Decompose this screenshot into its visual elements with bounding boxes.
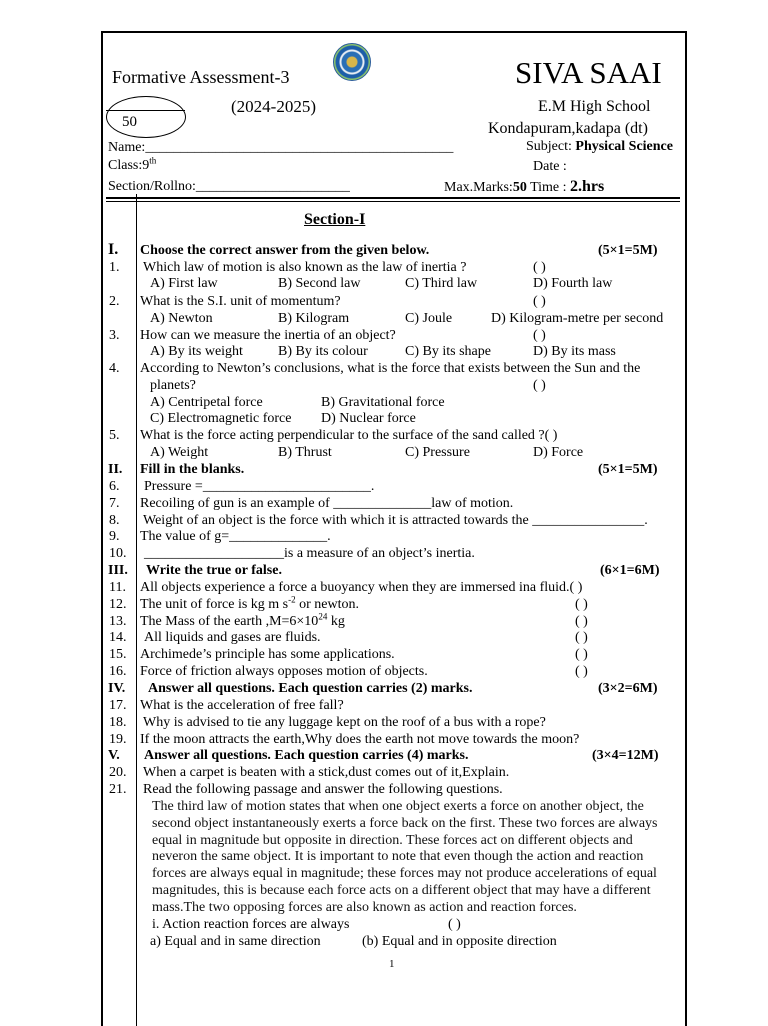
q4-number: 4. xyxy=(109,361,120,376)
q19-text: If the moon attracts the earth,Why does the earth not move towards the moon? xyxy=(140,732,580,747)
part2-marks: (5×1=5M) xyxy=(598,462,658,477)
part1-marks: (5×1=5M) xyxy=(598,243,658,258)
assessment-title: Formative Assessment-3 xyxy=(112,67,290,87)
q4-option-b: B) Gravitational force xyxy=(321,395,445,410)
q4-option-a: A) Centripetal force xyxy=(150,395,263,410)
time-label: Time : xyxy=(526,180,571,195)
name-line: ____________________________________________ xyxy=(145,140,454,155)
part5-marks: (3×4=12M) xyxy=(592,748,659,763)
q17-number: 17. xyxy=(109,698,127,713)
q4-option-c: C) Electromagnetic force xyxy=(150,411,292,426)
q10-text: ____________________is a measure of an object’s inertia. xyxy=(144,546,475,561)
q3-option-c: C) By its shape xyxy=(405,344,491,359)
q14-text: All liquids and gases are fluids. xyxy=(144,630,321,645)
q12-text-a: The unit of force is kg m s xyxy=(140,597,289,612)
q5-number: 5. xyxy=(109,428,120,443)
name-label: Name: xyxy=(108,140,146,155)
date-field[interactable]: Date : xyxy=(533,159,567,174)
margin-line xyxy=(136,194,137,1026)
q16-text: Force of friction always opposes motion of objects. xyxy=(140,664,428,679)
q13-number: 13. xyxy=(109,614,127,629)
q18-number: 18. xyxy=(109,715,127,730)
subject-label: Subject: xyxy=(526,139,572,154)
part1-heading: Choose the correct answer from the given below. xyxy=(140,243,430,258)
class-field xyxy=(108,155,157,174)
class-sup: th xyxy=(149,155,157,166)
q11-number: 11. xyxy=(109,580,126,595)
max-marks-label: Max.Marks: xyxy=(444,180,513,195)
class-label: Class:9 xyxy=(108,158,150,173)
part4-marks: (3×2=6M) xyxy=(598,681,658,696)
q13-text-a: The Mass of the earth ,M=6×10 xyxy=(140,614,319,629)
section-rollno-field[interactable] xyxy=(108,179,350,195)
q13-text xyxy=(140,611,345,630)
q10-number: 10. xyxy=(109,546,127,561)
q16-answer-paren[interactable]: ( ) xyxy=(575,664,588,679)
q2-option-a: A) Newton xyxy=(150,311,213,326)
q14-number: 14. xyxy=(109,630,127,645)
part5-number: V. xyxy=(108,748,120,763)
q8-number: 8. xyxy=(109,513,120,528)
name-field[interactable] xyxy=(108,140,453,156)
q9-text: The value of g=______________. xyxy=(140,529,331,544)
q7-number: 7. xyxy=(109,496,120,511)
part2-number: II. xyxy=(108,462,123,477)
q5-option-b: B) Thrust xyxy=(278,445,332,460)
q21-text: Read the following passage and answer the following questions. xyxy=(143,782,503,797)
q20-number: 20. xyxy=(109,765,127,780)
part2-heading: Fill in the blanks. xyxy=(140,462,245,477)
marks-time-field xyxy=(444,178,604,196)
section-title: Section-I xyxy=(304,211,366,228)
subject-field xyxy=(526,139,673,155)
q1-option-b: B) Second law xyxy=(278,276,361,291)
q4-answer-paren[interactable]: ( ) xyxy=(533,378,546,393)
school-name: SIVA SAAI xyxy=(515,55,662,90)
section-rollno-label: Section/Rollno: xyxy=(108,179,196,194)
q15-text: Archimede’s principle has some applications. xyxy=(140,647,395,662)
q3-answer-paren[interactable]: ( ) xyxy=(533,328,546,343)
q7-text: Recoiling of gun is an example of ______________law of motion. xyxy=(140,496,514,511)
q3-option-b: B) By its colour xyxy=(278,344,368,359)
q1-answer-paren[interactable]: ( ) xyxy=(533,260,546,275)
reading-passage: The third law of motion states that when one object exerts a force on another object, the second object instantaneously exerts a force back on the first. These two forces are always equal in magnitude but opposite in direction. These forces act on different objects and neveron the same object. It is important to note that even though the action and reaction forces are always equal in magnitude; these forces may not produce accelerations of equal magnitudes, this is because each force acts on a different object that may have a different mass.The two opposing forces are also known as action and reaction forces. xyxy=(152,799,658,915)
q4-option-d: D) Nuclear force xyxy=(321,411,416,426)
part3-marks: (6×1=6M) xyxy=(600,563,660,578)
q3-text: How can we measure the inertia of an object? xyxy=(140,328,396,343)
school-location: Kondapuram,kadapa (dt) xyxy=(488,120,648,137)
header-divider xyxy=(106,197,680,199)
max-marks-value: 50 xyxy=(512,180,527,195)
q1-option-c: C) Third law xyxy=(405,276,478,291)
q5-option-c: C) Pressure xyxy=(405,445,470,460)
page-number: 1 xyxy=(389,958,395,970)
q12-answer-paren[interactable]: ( ) xyxy=(575,597,588,612)
q17-text: What is the acceleration of free fall? xyxy=(140,698,344,713)
q2-number: 2. xyxy=(109,294,120,309)
q5-option-d: D) Force xyxy=(533,445,584,460)
q21-sub1-option-b: (b) Equal and in opposite direction xyxy=(362,934,557,949)
part3-heading: Write the true or false. xyxy=(146,563,282,578)
part3-number: III. xyxy=(108,563,128,578)
q1-text: Which law of motion is also known as the law of inertia ? xyxy=(143,260,467,275)
q1-number: 1. xyxy=(109,260,120,275)
total-marks-box: 50 xyxy=(122,114,137,130)
q15-number: 15. xyxy=(109,647,127,662)
q18-text: Why is advised to tie any luggage kept on the roof of a bus with a rope? xyxy=(143,715,546,730)
marks-oval xyxy=(106,96,186,138)
q15-answer-paren[interactable]: ( ) xyxy=(575,647,588,662)
part5-heading: Answer all questions. Each question carries (4) marks. xyxy=(144,748,469,763)
q21-sub1-answer-paren[interactable]: ( ) xyxy=(448,917,461,932)
q2-option-d: D) Kilogram-metre per second xyxy=(491,311,664,326)
school-logo-icon xyxy=(333,43,371,81)
section-rollno-line: ______________________ xyxy=(195,179,350,194)
q2-answer-paren[interactable]: ( ) xyxy=(533,294,546,309)
q4-text: According to Newton’s conclusions, what is the force that exists between the Sun and the xyxy=(140,361,641,376)
q21-sub1-text: i. Action reaction forces are always xyxy=(152,917,350,932)
q13-answer-paren[interactable]: ( ) xyxy=(575,614,588,629)
q4-text-cont: planets? xyxy=(150,378,196,393)
part4-heading: Answer all questions. Each question carries (2) marks. xyxy=(148,681,473,696)
q3-option-d: D) By its mass xyxy=(533,344,616,359)
q11-text: All objects experience a force a buoyancy when they are immersed ina fluid.( ) xyxy=(140,580,583,595)
q14-answer-paren[interactable]: ( ) xyxy=(575,630,588,645)
q21-sub1-option-a: a) Equal and in same direction xyxy=(150,934,321,949)
q1-option-d: D) Fourth law xyxy=(533,276,613,291)
q12-sup: -2 xyxy=(288,594,296,605)
exam-paper xyxy=(101,31,687,1026)
q5-text: What is the force acting perpendicular to the surface of the sand called ?( ) xyxy=(140,428,558,443)
subject-value: Physical Science xyxy=(575,139,673,154)
part4-number: IV. xyxy=(108,681,126,696)
q8-text: Weight of an object is the force with which it is attracted towards the ________________. xyxy=(143,513,648,528)
q5-option-a: A) Weight xyxy=(150,445,209,460)
q2-option-c: C) Joule xyxy=(405,311,453,326)
part1-number: I. xyxy=(108,241,119,258)
q6-number: 6. xyxy=(109,479,120,494)
q9-number: 9. xyxy=(109,529,120,544)
q16-number: 16. xyxy=(109,664,127,679)
q13-text-b: kg xyxy=(327,614,345,629)
header-divider-thin xyxy=(106,201,680,202)
q20-text: When a carpet is beaten with a stick,dust comes out of it,Explain. xyxy=(143,765,510,780)
q2-option-b: B) Kilogram xyxy=(278,311,350,326)
time-value: 2.hrs xyxy=(570,178,605,195)
q3-number: 3. xyxy=(109,328,120,343)
q2-text: What is the S.I. unit of momentum? xyxy=(140,294,341,309)
academic-year: (2024-2025) xyxy=(231,97,316,116)
school-type: E.M High School xyxy=(538,98,651,115)
q19-number: 19. xyxy=(109,732,127,747)
marks-oval-divider xyxy=(106,110,185,111)
q3-option-a: A) By its weight xyxy=(150,344,243,359)
q21-number: 21. xyxy=(109,782,127,797)
q6-text: Pressure =________________________. xyxy=(144,479,375,494)
q1-option-a: A) First law xyxy=(150,276,218,291)
q13-sup: 24 xyxy=(318,611,328,622)
q12-text-b: or newton. xyxy=(295,597,360,612)
q12-number: 12. xyxy=(109,597,127,612)
